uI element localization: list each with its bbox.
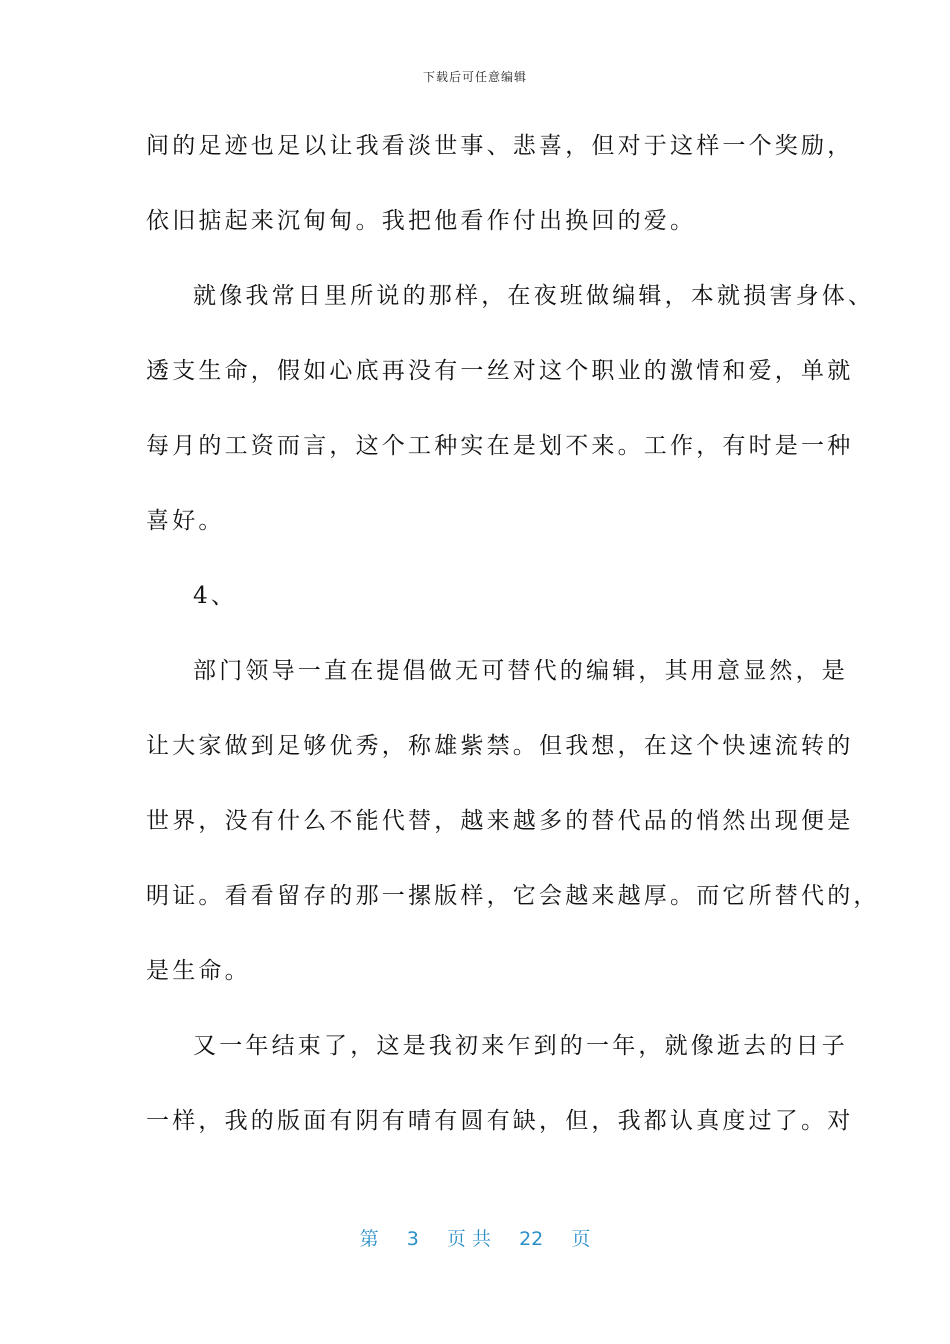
paragraph-start-line: 部门领导一直在提倡做无可替代的编辑，其用意显然，是 [193,658,848,684]
footer-middle: 页 共 [446,1228,491,1250]
text-line: 间的足迹也足以让我看淡世事、悲喜，但对于这样一个奖励， [146,133,854,159]
paragraph-start-line: 又一年结束了，这是我初来乍到的一年，就像逝去的日子 [193,1033,848,1059]
text-line: 是生命。 [146,958,251,984]
text-line: 一样，我的版面有阴有晴有圆有缺，但，我都认真度过了。对 [146,1108,854,1134]
current-page-number: 3 [406,1228,419,1250]
text-line: 明证。看看留存的那一摞版样，它会越来越厚。而它所替代的， [146,883,880,909]
text-line: 让大家做到足够优秀，称雄紫禁。但我想，在这个快速流转的 [146,733,854,759]
total-pages-number: 22 [519,1228,544,1250]
body-text [146,128,880,1178]
text-line: 每月的工资而言，这个工种实在是划不来。工作，有时是一种 [146,433,854,459]
text-line: 喜好。 [146,508,225,534]
text-line: 依旧掂起来沉甸甸。我把他看作付出换回的爱。 [146,208,697,234]
header-note: 下载后可任意编辑 [422,70,527,84]
paragraph-start-line: 就像我常日里所说的那样，在夜班做编辑，本就损害身体、 [193,283,875,309]
section-number: 4、 [193,583,238,609]
text-line: 世界，没有什么不能代替，越来越多的替代品的悄然出现便是 [146,808,854,834]
footer-prefix: 第 [359,1228,379,1250]
text-line: 透支生命，假如心底再没有一丝对这个职业的激情和爱，单就 [146,358,854,384]
page-footer [0,1224,950,1251]
footer-suffix: 页 [571,1228,591,1250]
